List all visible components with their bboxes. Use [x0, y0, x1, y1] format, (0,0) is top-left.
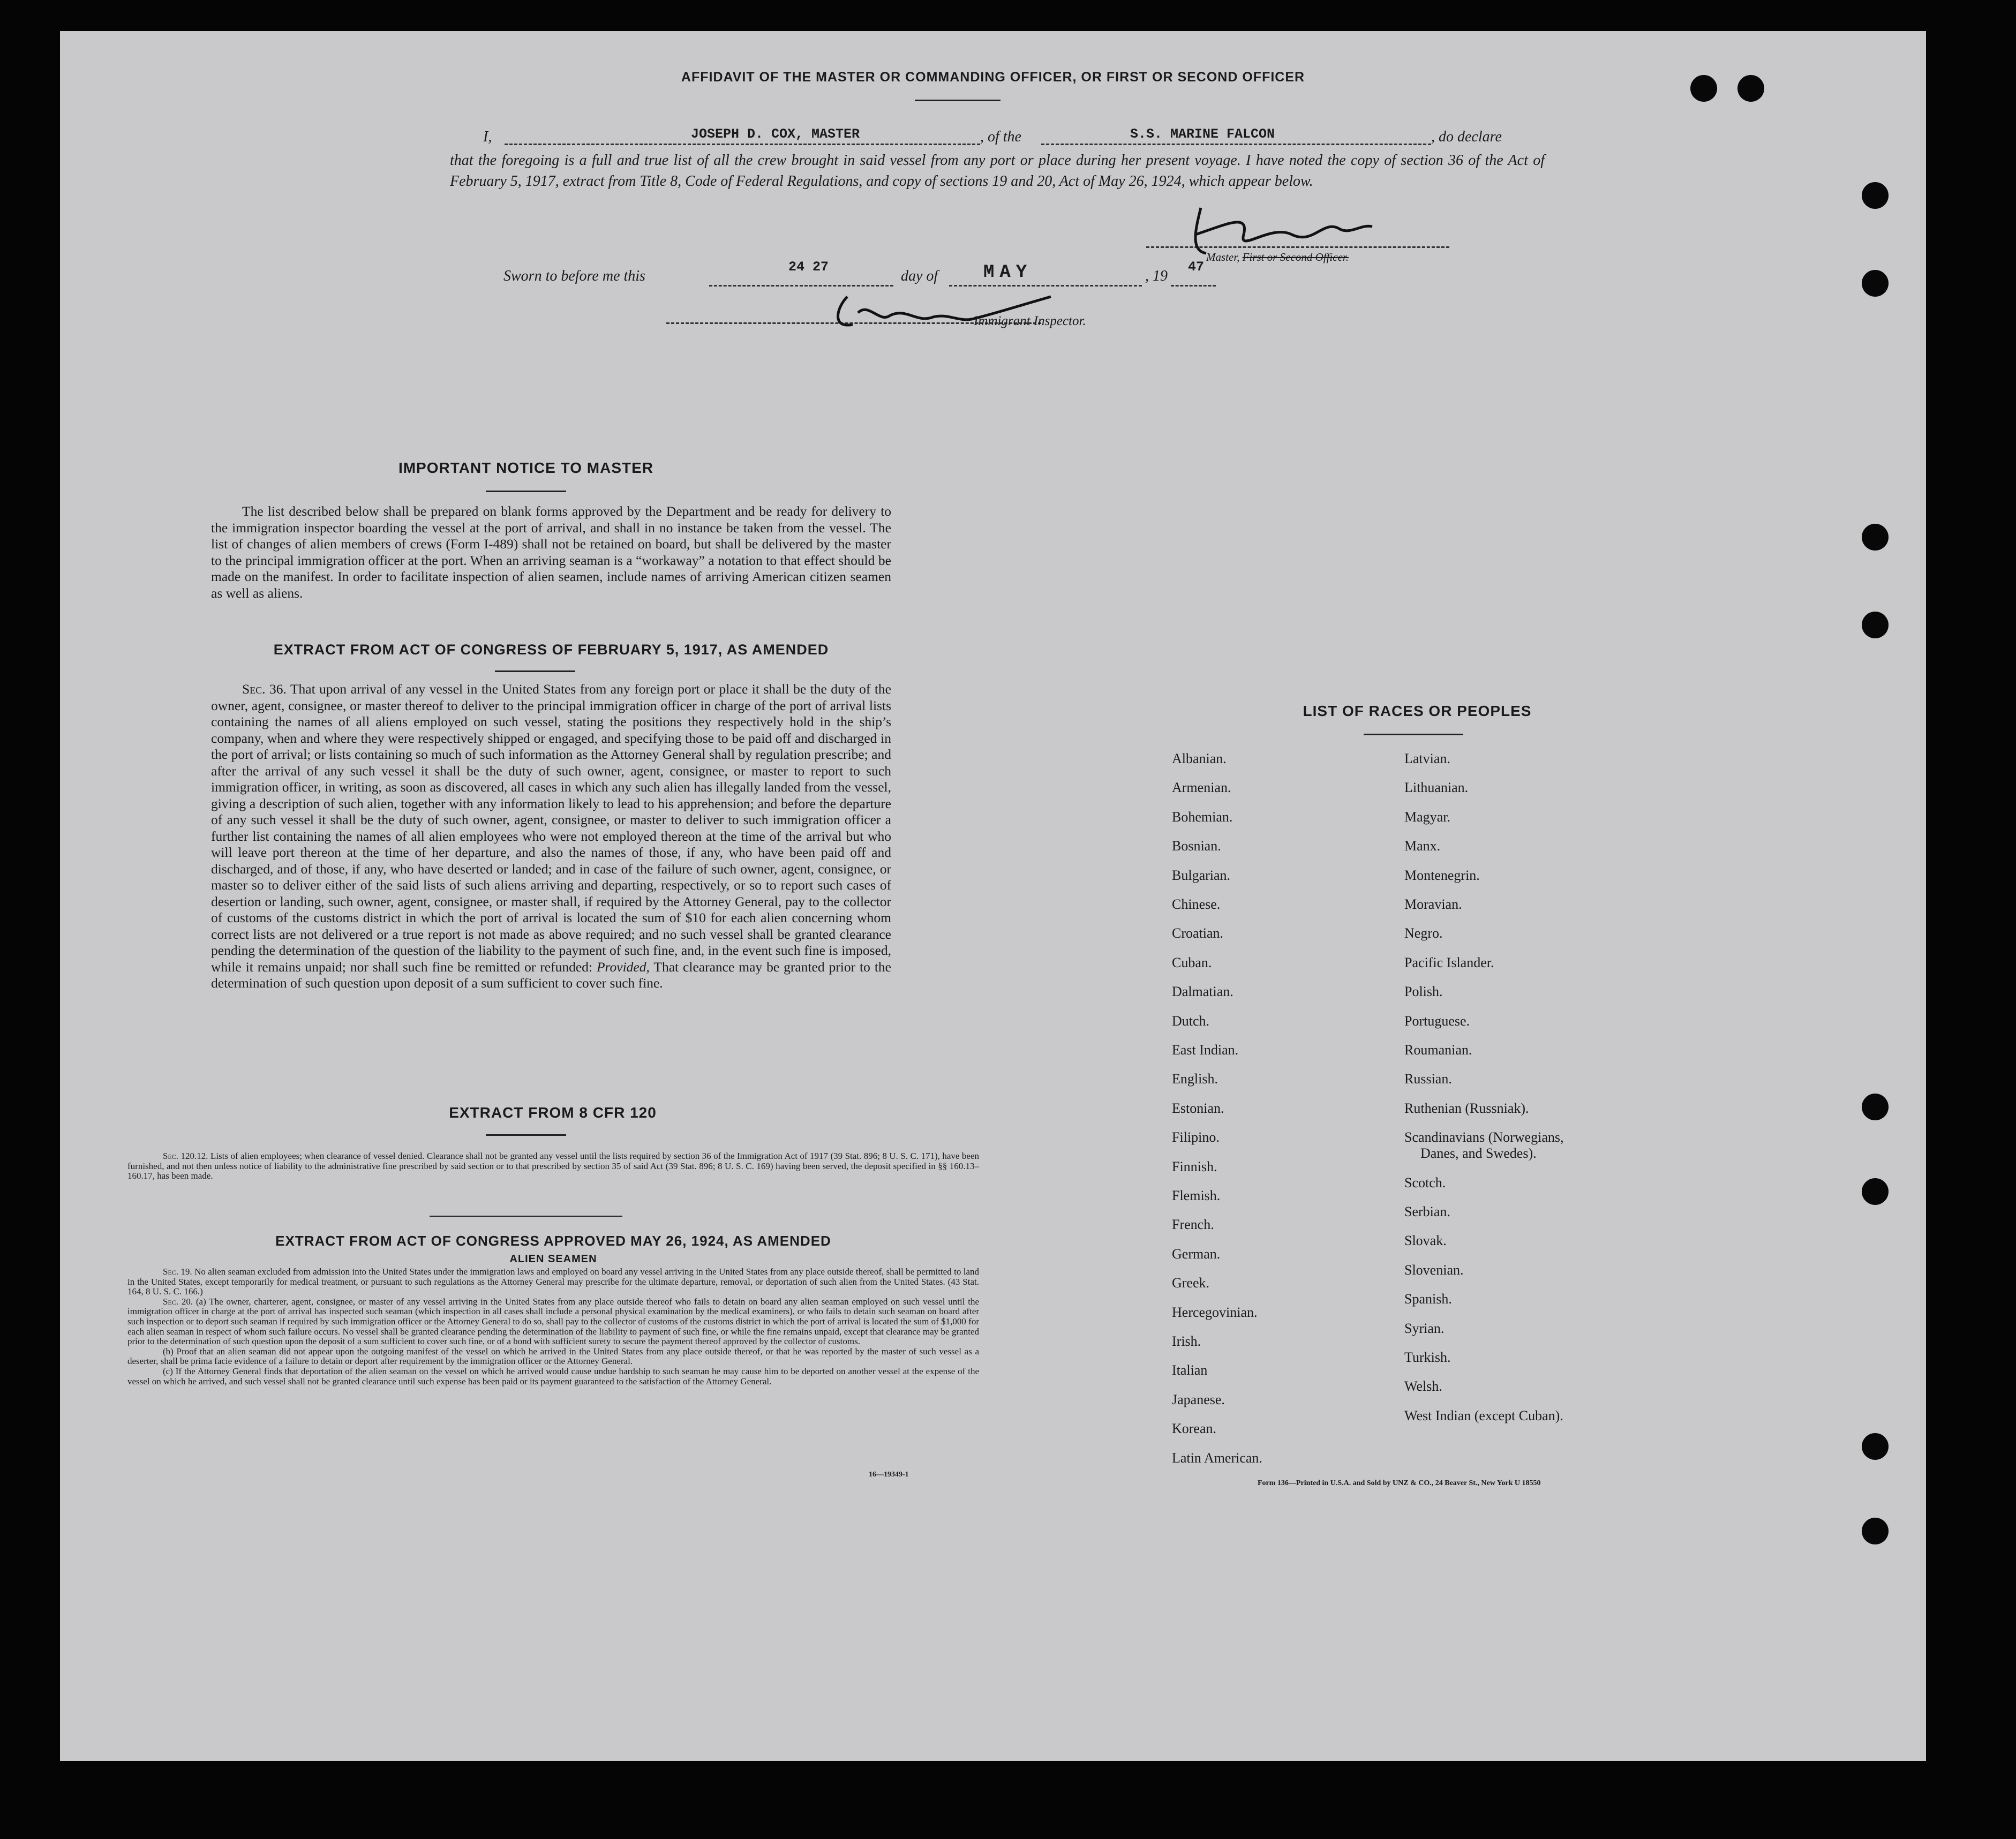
- race-item: Dutch.: [1172, 1013, 1210, 1029]
- notice-body: The list described below shall be prepared on blank forms approved by the Department and be ready for delivery to the immigration inspector boarding the vessel at the port of arrival, and shall in no instance be taken from the vessel. The list of changes of alien members of crews (Form I-489) shall not be retained on board, but shall be delivered by the master to the principal immigration officer at the port. When an arriving seaman is a “workaway” a notation to that effect should be made on the manifest. In order to facilitate inspection of alien seamen, include names of arriving American citizen seamen as well as aliens.: [211, 503, 891, 601]
- races-underline: [1364, 734, 1463, 735]
- race-item: Scotch.: [1404, 1174, 1446, 1190]
- year-prefix: , 19: [1145, 268, 1168, 284]
- affidavit-body: that the foregoing is a full and true list of all the crew brought in said vessel from any port or place during her present voyage. I have noted the copy of section 36 of the Act of February 5, 1917, extract from Title 8, Code of Federal Regulations, and copy of sections 19 and 20, Act of May 26, 1924, which appear below.: [450, 152, 1545, 190]
- race-item: Bohemian.: [1172, 809, 1233, 825]
- race-item: Portuguese.: [1404, 1013, 1470, 1029]
- year-line: [1171, 285, 1216, 287]
- race-item: Magyar.: [1404, 809, 1450, 825]
- race-item: Japanese.: [1172, 1391, 1225, 1407]
- race-item: Turkish.: [1404, 1350, 1451, 1365]
- race-item: Korean.: [1172, 1421, 1217, 1437]
- document-page: [60, 31, 1926, 1761]
- day-line: [709, 285, 893, 287]
- master-name: JOSEPH D. COX, MASTER: [691, 126, 860, 142]
- races-title: LIST OF RACES OR PEOPLES: [1303, 703, 1532, 719]
- race-item: Estonian.: [1172, 1100, 1224, 1116]
- notice-title: IMPORTANT NOTICE TO MASTER: [398, 459, 654, 476]
- race-item: Moravian.: [1404, 896, 1462, 912]
- punch-hole: [1862, 612, 1889, 638]
- race-item: Scandinavians (Norwegians,: [1404, 1129, 1564, 1145]
- race-item: Spanish.: [1404, 1291, 1452, 1307]
- race-item: Negro.: [1404, 925, 1443, 941]
- race-item: West Indian (except Cuban).: [1404, 1407, 1563, 1423]
- punch-hole: [1737, 75, 1764, 102]
- extract-1924-title: EXTRACT FROM ACT OF CONGRESS APPROVED MAY 26, 1924, AS AMENDED: [275, 1233, 831, 1249]
- name-line: [505, 144, 980, 145]
- cfr-title: EXTRACT FROM 8 CFR 120: [449, 1104, 657, 1121]
- punch-hole: [1690, 75, 1717, 102]
- extract-1917-underline: [495, 670, 575, 672]
- punch-hole: [1862, 270, 1889, 297]
- race-item: Bosnian.: [1172, 838, 1221, 854]
- vessel-line: [1041, 144, 1431, 145]
- race-item: Latvian.: [1404, 751, 1450, 766]
- month-line: [949, 285, 1142, 287]
- day-value: 24 27: [788, 259, 829, 275]
- race-item: Flemish.: [1172, 1188, 1221, 1203]
- race-item: Irish.: [1172, 1333, 1201, 1349]
- punch-hole: [1862, 182, 1889, 209]
- race-item: Danes, and Swedes).: [1420, 1145, 1537, 1162]
- sec-19: Sec. 19. No alien seaman excluded from admission into the United States under the immigration laws and employed on board any vessel arriving in the United States from any place outside thereof, shall be permitted to land in the United States, except temporarily for medical treatment, or pursuant to such regulations as the Attorney General may prescribe for the ultimate departure, removal, or deportation of such alien from the United States. (43 Stat. 164, 8 U. S. C. 166.): [127, 1267, 979, 1297]
- race-item: Bulgarian.: [1172, 867, 1231, 883]
- race-item: Filipino.: [1172, 1129, 1220, 1145]
- do-declare-label: , do declare: [1431, 129, 1502, 145]
- title-underline: [915, 100, 1001, 101]
- cfr-separator: [430, 1216, 622, 1217]
- sec-20b: (b) Proof that an alien seaman did not appear upon the outgoing manifest of the vessel on which he arrived in the United States from any place outside thereof, or that he was reported by the master of such vessel as a deserter, shall be prima facie evidence of a failure to detain or deport after requirement by the immigration officer or the Attorney General.: [127, 1346, 979, 1367]
- affidavit-title: AFFIDAVIT OF THE MASTER OR COMMANDING OFFICER, OR FIRST OR SECOND OFFICER: [681, 70, 1305, 85]
- punch-hole: [1862, 1094, 1889, 1120]
- race-item: Slovenian.: [1404, 1262, 1464, 1278]
- race-item: Pacific Islander.: [1404, 954, 1494, 970]
- race-item: German.: [1172, 1246, 1221, 1262]
- race-item: Slovak.: [1404, 1233, 1447, 1249]
- race-item: Hercegovinian.: [1172, 1304, 1258, 1320]
- extract-1924-body: [127, 1267, 979, 1386]
- sec-20c: (c) If the Attorney General finds that deportation of the alien seaman on the vessel on which he arrived would cause undue hardship to such seaman he may cause him to be deported on another vessel at the expense of the vessel on which he arrived, and such vessel shall not be granted clearance until such expense has been paid or its payment guaranteed to the satisfaction of the Attorney General.: [127, 1366, 979, 1386]
- day-of-label: day of: [901, 268, 938, 284]
- race-item: Lithuanian.: [1404, 780, 1469, 796]
- race-item: Latin American.: [1172, 1450, 1262, 1466]
- notice-underline: [486, 491, 566, 492]
- punch-hole: [1862, 524, 1889, 551]
- sworn-label: Sworn to before me this: [503, 268, 645, 284]
- race-item: Chinese.: [1172, 896, 1221, 912]
- race-item: Finnish.: [1172, 1158, 1217, 1174]
- print-code: 16—19349-1: [869, 1471, 909, 1479]
- race-item: Cuban.: [1172, 954, 1212, 970]
- race-item: Italian: [1172, 1362, 1208, 1378]
- race-item: Albanian.: [1172, 751, 1227, 766]
- cfr-body: Sec. 120.12. Lists of alien employees; when clearance of vessel denied. Clearance shall not be granted any vessel until the lists required by section 36 of the Immigration Act of 1917 (39 Stat. 896; 8 U. S. C. 171), have been furnished, and not then unless notice of liability to the administrative fine prescribed by said section or to that prescribed by section 35 of said Act (39 Stat. 896; 8 U. S. C. 169) having been served, the deposit specified in §§ 160.13–160.17, has been made.: [127, 1151, 979, 1181]
- punch-hole: [1862, 1178, 1889, 1205]
- race-item: English.: [1172, 1071, 1218, 1087]
- form-footer: Form 136—Printed in U.S.A. and Sold by UNZ & CO., 24 Beaver St., New York U 18550: [1258, 1479, 1541, 1487]
- race-item: Russian.: [1404, 1071, 1452, 1087]
- extract-1917-title: EXTRACT FROM ACT OF CONGRESS OF FEBRUARY 5, 1917, AS AMENDED: [273, 642, 829, 658]
- race-item: French.: [1172, 1217, 1214, 1233]
- race-item: Manx.: [1404, 838, 1441, 854]
- of-the-label: , of the: [980, 129, 1021, 145]
- affidavit-i-label: I,: [483, 129, 492, 145]
- vessel-name: S.S. MARINE FALCON: [1130, 126, 1275, 142]
- race-item: Ruthenian (Russniak).: [1404, 1100, 1529, 1116]
- race-item: Dalmatian.: [1172, 984, 1233, 1000]
- extract-1917-body: Sec. 36. That upon arrival of any vessel in the United States from any foreign port or place it shall be the duty of the owner, agent, consignee, or master thereof to deliver to the principal immigration officer in charge of the port of arrival lists containing the names of all aliens employed on such vessel, stating the positions they respectively hold in the ship’s company, when and where they were respectively shipped or engaged, and specifying those to be paid off and discharged in the port of arrival; or lists containing so much of such information as the Attorney General shall by regulation prescribe; and after the arrival of any such vessel it shall be the duty of such owner, agent, consignee, or master to report to such immigration officer, in writing, as soon as discovered, all cases in which any such alien has illegally landed from the vessel, giving a description of such alien, together with any information likely to lead to his apprehension; and before the departure of any such vessel it shall be the duty of such owner, agent, consignee, or master to deliver to such immigration officer a further list containing the names of all alien employees who were not employed thereon at the time of the arrival but who will leave port thereon at the time of her departure, and also the names of those, if any, who have been paid off and discharged, and of those, if any, who have deserted or landed; and in case of the failure of such owner, agent, consignee, or master so to deliver either of the said lists of such aliens arriving and departing, respectively, or so to report such cases of desertion or landing, such owner, agent, consignee, or master shall, if required by the Attorney General, pay to the collector of customs of the customs district in which the port of arrival is located the sum of $10 for each alien concerning whom correct lists are not delivered or a true report is not made as above required; and no such vessel shall be granted clearance pending the determination of the question of the liability to the payment of such fine, and, in the event such fine is imposed, while it remains unpaid; nor shall such fine be remitted or refunded: Provided, That clearance may be granted prior to the determination of such question upon deposit of a sum sufficient to cover such fine.: [211, 681, 891, 991]
- alien-seamen-subtitle: ALIEN SEAMEN: [509, 1253, 597, 1265]
- inspector-label: Immigrant Inspector.: [974, 314, 1086, 328]
- sec-20a: Sec. 20. (a) The owner, charterer, agent, consignee, or master of any vessel arriving in the United States from any place outside thereof who fails to detain on board any alien seaman employed on such vessel until the immigration officer in charge at the port of arrival has inspected such seaman (which inspection in all cases shall include a personal physical examination by the medical examiners), or who fails to detain such seaman on board after such inspection or to deport such seaman if required by such immigration officer or the Attorney General to do so, shall pay to the collector of customs of the customs district in which the port of arrival is located the sum of $1,000 for each alien seaman in respect of whom such failure occurs. No vessel shall be granted clearance pending the determination of the liability to payment of such fine, or while the fine remains unpaid, except that clearance may be granted prior to the determination of such question upon the deposit of a sum sufficient to cover such fine, or of a bond with sufficient surety to secure the payment thereof approved by the collector of customs.: [127, 1296, 979, 1347]
- month-value: MAY: [983, 262, 1033, 283]
- race-item: Roumanian.: [1404, 1042, 1472, 1058]
- race-item: Armenian.: [1172, 780, 1231, 796]
- master-sign-label: Master, First or Second Officer.: [1206, 251, 1349, 263]
- year-value: 47: [1188, 259, 1205, 275]
- race-item: Greek.: [1172, 1275, 1210, 1291]
- cfr-underline: [486, 1134, 566, 1136]
- race-item: Montenegrin.: [1404, 867, 1480, 883]
- race-item: East Indian.: [1172, 1042, 1239, 1058]
- punch-hole: [1862, 1433, 1889, 1460]
- race-item: Welsh.: [1404, 1378, 1442, 1395]
- race-item: Syrian.: [1404, 1320, 1445, 1336]
- race-item: Polish.: [1404, 984, 1443, 1000]
- race-item: Croatian.: [1172, 925, 1224, 941]
- race-item: Serbian.: [1404, 1204, 1450, 1219]
- punch-hole: [1862, 1518, 1889, 1544]
